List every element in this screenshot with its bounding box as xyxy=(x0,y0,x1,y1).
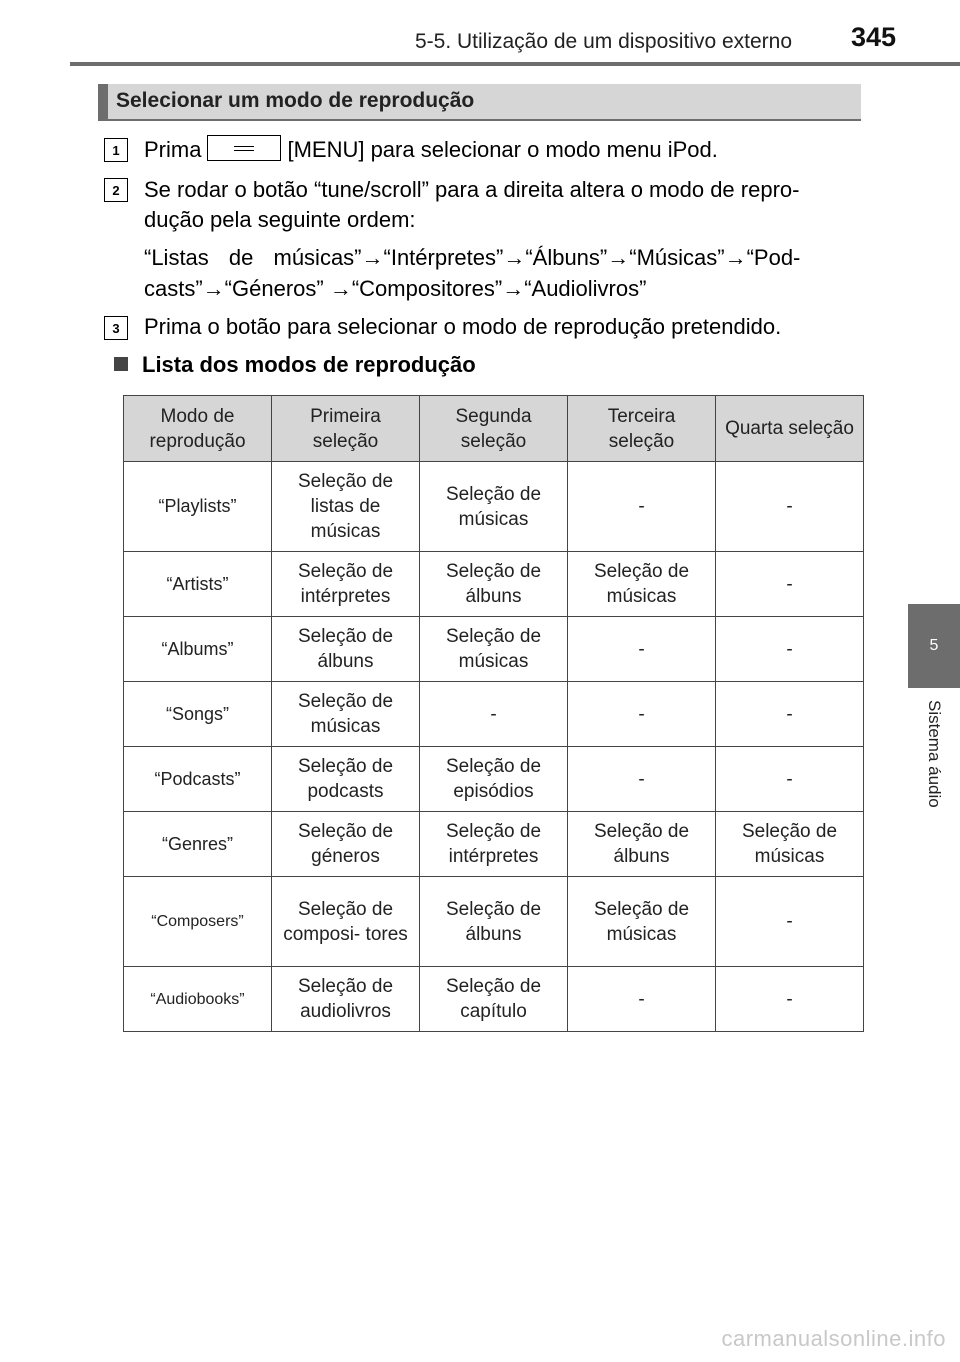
table-cell: Seleção de capítulo xyxy=(420,967,568,1032)
table-cell: “Albums” xyxy=(124,617,272,682)
table-cell: Seleção de álbuns xyxy=(420,552,568,617)
header-fourth: Quarta seleção xyxy=(716,396,864,462)
table-cell: - xyxy=(716,682,864,747)
step-2-badge: 2 xyxy=(104,178,128,202)
table-row xyxy=(124,617,864,682)
page-header-text: 5-5. Utilização de um dispositivo externo xyxy=(414,30,792,53)
square-bullet-icon xyxy=(114,357,128,371)
table-cell: - xyxy=(568,682,716,747)
section-bar-accent xyxy=(98,84,108,119)
table-cell: Seleção de álbuns xyxy=(568,812,716,877)
table-header-row xyxy=(124,396,864,462)
play-modes-table xyxy=(123,395,864,1032)
step-3-text: Prima o botão para selecionar o modo de reprodução pretendido. xyxy=(144,314,782,339)
section-bar xyxy=(98,84,861,121)
step-2-line-1: Se rodar o botão “tune/scroll” para a direita altera o modo de repro- xyxy=(144,177,800,202)
table-cell: - xyxy=(716,747,864,812)
subheading xyxy=(114,350,476,380)
table-cell: Seleção de músicas xyxy=(716,812,864,877)
step-1-text-before: Prima xyxy=(144,137,202,162)
header-rule xyxy=(70,62,960,66)
step-2-order-line-1: “Listas de músicas”→“Intérpretes”→“Álbuns”→“Músicas”→“Pod- xyxy=(144,245,801,270)
header-first: Primeira seleção xyxy=(272,396,420,462)
table-row xyxy=(124,747,864,812)
chapter-label: Sistema áudio xyxy=(925,700,944,808)
table-cell: Seleção de músicas xyxy=(420,617,568,682)
table-cell: - xyxy=(716,967,864,1032)
table-cell: Seleção de músicas xyxy=(420,462,568,552)
table-cell: Seleção de músicas xyxy=(568,877,716,967)
chapter-tab: 5 xyxy=(908,604,960,688)
step-1-badge: 1 xyxy=(104,138,128,162)
table-cell: Seleção de géneros xyxy=(272,812,420,877)
table-cell: “Artists” xyxy=(124,552,272,617)
step-2-order-line-2: casts”→“Géneros” →“Compositores”→“Audiolivros” xyxy=(144,276,647,301)
table-cell: - xyxy=(716,462,864,552)
table-cell: - xyxy=(568,617,716,682)
page-number: 345 xyxy=(850,22,896,52)
table-cell: “Audiobooks” xyxy=(124,967,272,1032)
table-cell: Seleção de álbuns xyxy=(272,617,420,682)
table-cell: Seleção de podcasts xyxy=(272,747,420,812)
table-cell: Seleção de intérpretes xyxy=(420,812,568,877)
menu-button-icon xyxy=(207,135,281,161)
table-cell: Seleção de músicas xyxy=(272,682,420,747)
table-cell: Seleção de álbuns xyxy=(420,877,568,967)
step-3-badge: 3 xyxy=(104,316,128,340)
table-row xyxy=(124,462,864,552)
header-third: Terceira seleção xyxy=(568,396,716,462)
table-cell: “Composers” xyxy=(124,877,272,967)
table-row xyxy=(124,812,864,877)
subheading-text: Lista dos modos de reprodução xyxy=(142,352,476,377)
table-row xyxy=(124,682,864,747)
table-cell: - xyxy=(716,617,864,682)
table-cell: Seleção de composi- tores xyxy=(272,877,420,967)
table-cell: - xyxy=(716,877,864,967)
table-cell: - xyxy=(568,967,716,1032)
table-cell: - xyxy=(568,462,716,552)
table-cell: “Genres” xyxy=(124,812,272,877)
step-2-line-2: dução pela seguinte ordem: xyxy=(144,207,416,232)
table-cell: - xyxy=(420,682,568,747)
table-row xyxy=(124,967,864,1032)
table-row xyxy=(124,552,864,617)
section-title: Selecionar um modo de reprodução xyxy=(116,89,475,112)
table-row xyxy=(124,877,864,967)
table-cell: “Playlists” xyxy=(124,462,272,552)
table-cell: - xyxy=(716,552,864,617)
step-1-text-after: [MENU] para selecionar o modo menu iPod. xyxy=(287,137,718,162)
table-cell: Seleção de intérpretes xyxy=(272,552,420,617)
table-cell: - xyxy=(568,747,716,812)
table-cell: “Podcasts” xyxy=(124,747,272,812)
table-cell: Seleção de músicas xyxy=(568,552,716,617)
table-cell: “Songs” xyxy=(124,682,272,747)
watermark: carmanualsonline.info xyxy=(721,1326,946,1351)
table-cell: Seleção de episódios xyxy=(420,747,568,812)
header-mode: Modo de reprodução xyxy=(124,396,272,462)
table-cell: Seleção de audiolivros xyxy=(272,967,420,1032)
header-second: Segunda seleção xyxy=(420,396,568,462)
table-cell: Seleção de listas de músicas xyxy=(272,462,420,552)
step-1-text xyxy=(144,134,718,166)
